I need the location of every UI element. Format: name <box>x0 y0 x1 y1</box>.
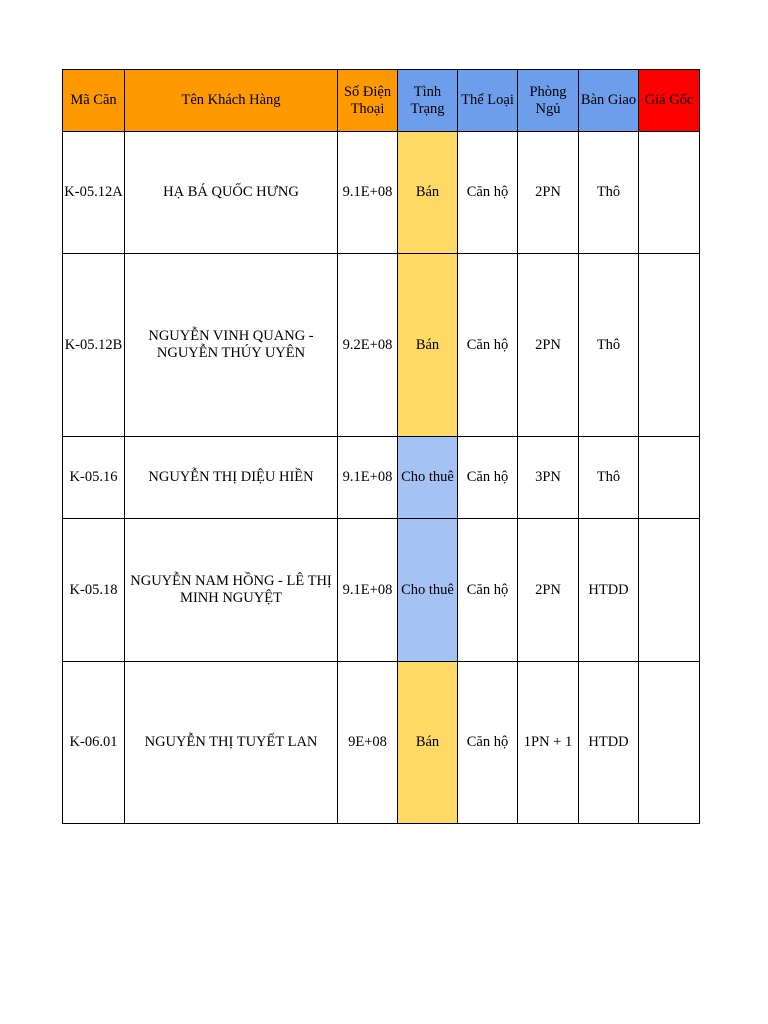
cell-the-loai: Căn hộ <box>458 132 518 254</box>
cell-so-dien-thoai: 9.1E+08 <box>338 437 398 519</box>
cell-tinh-trang: Cho thuê <box>398 437 458 519</box>
header-ten-khach-hang: Tên Khách Hàng <box>125 70 338 132</box>
cell-tinh-trang: Bán <box>398 254 458 437</box>
header-the-loai: Thể Loại <box>458 70 518 132</box>
cell-gia-goc <box>639 437 700 519</box>
cell-gia-goc <box>639 254 700 437</box>
cell-phong-ngu: 1PN + 1 <box>518 662 579 824</box>
header-so-dien-thoai: Số Điện Thoại <box>338 70 398 132</box>
cell-gia-goc <box>639 662 700 824</box>
header-tinh-trang: Tình Trạng <box>398 70 458 132</box>
cell-gia-goc <box>639 519 700 662</box>
cell-ten-khach-hang: NGUYỄN THỊ DIỆU HIỀN <box>125 437 338 519</box>
cell-the-loai: Căn hộ <box>458 254 518 437</box>
cell-ten-khach-hang: NGUYỄN THỊ TUYẾT LAN <box>125 662 338 824</box>
cell-so-dien-thoai: 9.1E+08 <box>338 132 398 254</box>
cell-the-loai: Căn hộ <box>458 519 518 662</box>
header-phong-ngu: Phòng Ngủ <box>518 70 579 132</box>
cell-ma-can: K-05.18 <box>63 519 125 662</box>
customer-table <box>62 69 700 824</box>
cell-ban-giao: Thô <box>579 437 639 519</box>
cell-ten-khach-hang: HẠ BÁ QUỐC HƯNG <box>125 132 338 254</box>
cell-so-dien-thoai: 9E+08 <box>338 662 398 824</box>
cell-ban-giao: Thô <box>579 132 639 254</box>
header-gia-goc: Giá Gốc <box>639 70 700 132</box>
cell-tinh-trang: Bán <box>398 132 458 254</box>
table-row <box>63 437 700 519</box>
table-row <box>63 132 700 254</box>
cell-phong-ngu: 2PN <box>518 254 579 437</box>
cell-ma-can: K-05.16 <box>63 437 125 519</box>
table-row <box>63 254 700 437</box>
cell-ban-giao: HTDD <box>579 519 639 662</box>
cell-ma-can: K-05.12A <box>63 132 125 254</box>
cell-the-loai: Căn hộ <box>458 437 518 519</box>
cell-phong-ngu: 2PN <box>518 519 579 662</box>
cell-phong-ngu: 3PN <box>518 437 579 519</box>
cell-ma-can: K-06.01 <box>63 662 125 824</box>
header-ma-can: Mã Căn <box>63 70 125 132</box>
cell-ten-khach-hang: NGUYỄN NAM HỒNG - LÊ THỊ MINH NGUYỆT <box>125 519 338 662</box>
cell-ma-can: K-05.12B <box>63 254 125 437</box>
table-row <box>63 519 700 662</box>
cell-tinh-trang: Cho thuê <box>398 519 458 662</box>
table-row <box>63 662 700 824</box>
cell-ban-giao: Thô <box>579 254 639 437</box>
cell-ban-giao: HTDD <box>579 662 639 824</box>
cell-the-loai: Căn hộ <box>458 662 518 824</box>
cell-so-dien-thoai: 9.2E+08 <box>338 254 398 437</box>
cell-gia-goc <box>639 132 700 254</box>
cell-ten-khach-hang: NGUYỄN VINH QUANG - NGUYỄN THÚY UYÊN <box>125 254 338 437</box>
cell-phong-ngu: 2PN <box>518 132 579 254</box>
header-row <box>63 70 700 132</box>
header-ban-giao: Bàn Giao <box>579 70 639 132</box>
cell-so-dien-thoai: 9.1E+08 <box>338 519 398 662</box>
cell-tinh-trang: Bán <box>398 662 458 824</box>
